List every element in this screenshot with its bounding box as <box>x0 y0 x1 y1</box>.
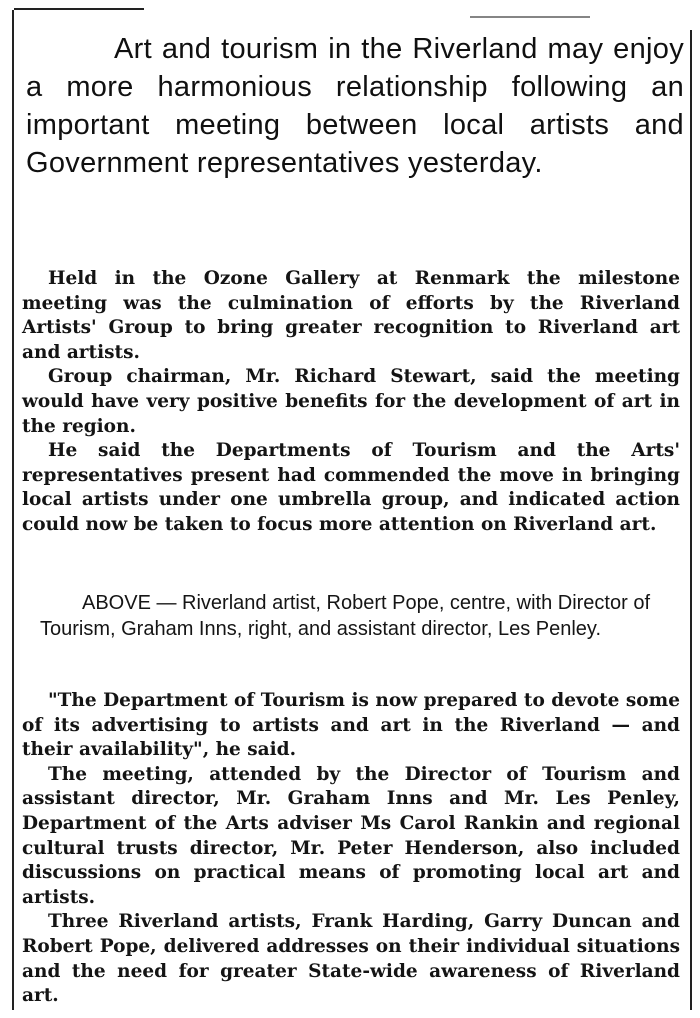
article-paragraph: The meeting, attended by the Director of Tourism and assistant director, Mr. Graham Inns and Mr. Les Penley, Department of the Arts adviser Ms Carol Rankin and regional cultural trusts director, Mr. Peter Henderson, also included discussions on practical means of promoting local art and artists. <box>22 763 680 908</box>
article-body-bottom <box>22 689 680 1009</box>
top-right-border-rule <box>470 16 590 18</box>
photo-caption: ABOVE — Riverland artist, Robert Pope, centre, with Director of Tourism, Graham Inns, right, and assistant director, Les Penley. <box>40 592 650 640</box>
article-paragraph: "The Department of Tourism is now prepared to devote some of its advertising to artists and art in the Riverland — and their availability", he said. <box>22 690 680 761</box>
article-paragraph: Group chairman, Mr. Richard Stewart, said the meeting would have very positive benefits for the development of art in the region. <box>22 366 680 437</box>
left-border-rule <box>12 10 14 1010</box>
article-paragraph: Held in the Ozone Gallery at Renmark the milestone meeting was the culmination of efforts by the Riverland Artists' Group to bring greater recognition to Riverland art and artists. <box>22 268 680 363</box>
article-lede: Art and tourism in the Riverland may enjoy a more harmonious relationship following an important meeting between local artists and Government representatives yesterday. <box>26 33 684 179</box>
article-body-top <box>22 267 680 538</box>
right-border-rule <box>690 30 692 1010</box>
top-border-rule <box>14 8 144 10</box>
article-paragraph: Three Riverland artists, Frank Harding, Garry Duncan and Robert Pope, delivered addresses on their individual situations and the need for greater State-wide awareness of Riverland art. <box>22 911 680 1007</box>
article-paragraph: He said the Departments of Tourism and the Arts' representatives present had commended the move in bringing local artists under one umbrella group, and indicated action could now be taken to focus more attention on Riverland art. <box>22 440 680 535</box>
